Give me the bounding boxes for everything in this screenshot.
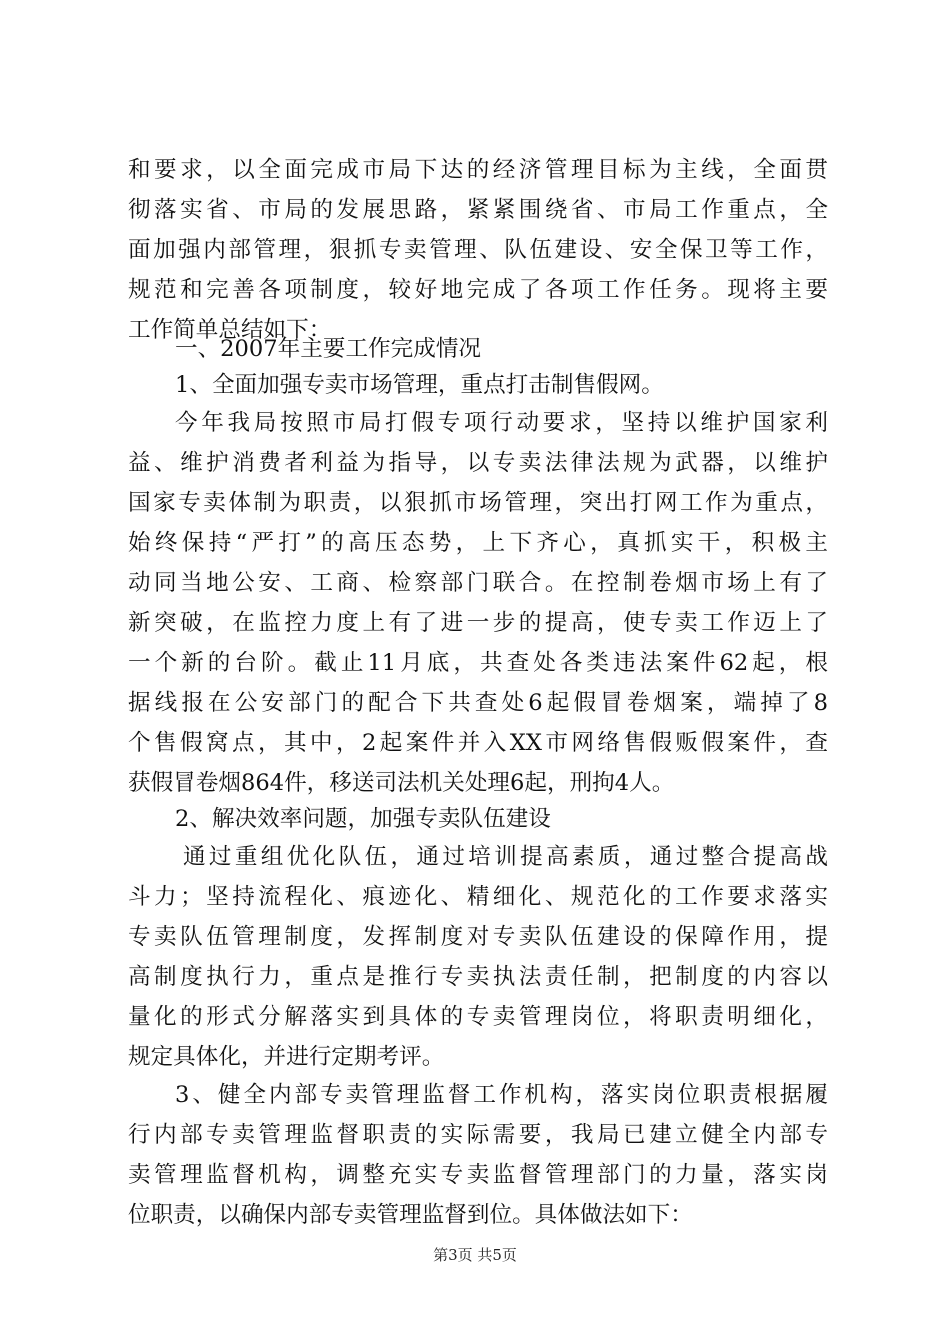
paragraph-line: 和要求，以全面完成市局下达的经济管理目标为主线，全面贯 — [128, 157, 828, 183]
subsection-heading: 1、全面加强专卖市场管理，重点打击制售假网。 — [175, 372, 664, 398]
paragraph-line: 一个新的台阶。截止11月底，共查处各类违法案件62起，根 — [128, 650, 828, 676]
paragraph-line: 动同当地公安、工商、检察部门联合。在控制卷烟市场上有了 — [128, 570, 828, 596]
paragraph-line: 卖管理监督机构，调整充实专卖监督管理部门的力量，落实岗 — [128, 1162, 828, 1188]
paragraph-line: 规范和完善各项制度，较好地完成了各项工作任务。现将主要 — [128, 277, 828, 303]
paragraph-line: 国家专卖体制为职责，以狠抓市场管理，突出打网工作为重点， — [128, 490, 828, 516]
paragraph-line: 专卖队伍管理制度，发挥制度对专卖队伍建设的保障作用，提 — [128, 924, 828, 950]
paragraph-line: 3、健全内部专卖管理监督工作机构，落实岗位职责根据履 — [175, 1082, 828, 1108]
page-footer: 第3页 共5页 — [433, 1246, 517, 1264]
paragraph-line: 个售假窝点，其中，2起案件并入XX市网络售假贩假案件，查 — [128, 730, 828, 756]
paragraph-line: 斗力；坚持流程化、痕迹化、精细化、规范化的工作要求落实 — [128, 884, 828, 910]
paragraph-line: 工作简单总结如下： — [128, 317, 332, 343]
paragraph-line: 规定具体化，并进行定期考评。 — [128, 1044, 445, 1070]
paragraph-line: 今年我局按照市局打假专项行动要求，坚持以维护国家利 — [175, 410, 828, 436]
paragraph-line: 面加强内部管理，狠抓专卖管理、队伍建设、安全保卫等工作， — [128, 237, 828, 263]
paragraph-line: 获假冒卷烟864件，移送司法机关处理6起，刑拘4人。 — [128, 770, 675, 796]
paragraph-line: 高制度执行力，重点是推行专卖执法责任制，把制度的内容以 — [128, 964, 828, 990]
paragraph-line: 位职责，以确保内部专卖管理监督到位。具体做法如下： — [128, 1202, 693, 1228]
paragraph-line: 始终保持“严打”的高压态势，上下齐心，真抓实干，积极主 — [128, 530, 828, 556]
paragraph-line: 通过重组优化队伍，通过培训提高素质，通过整合提高战 — [183, 844, 828, 870]
section-heading: 一、2007年主要工作完成情况 — [175, 336, 482, 362]
paragraph-line: 量化的形式分解落实到具体的专卖管理岗位，将职责明细化， — [128, 1004, 828, 1030]
paragraph-line: 据线报在公安部门的配合下共查处6起假冒卷烟案，端掉了8 — [128, 690, 828, 716]
paragraph-line: 新突破，在监控力度上有了进一步的提高，使专卖工作迈上了 — [128, 610, 828, 636]
paragraph-line: 益、维护消费者利益为指导，以专卖法律法规为武器，以维护 — [128, 450, 828, 476]
paragraph-line: 彻落实省、市局的发展思路，紧紧围绕省、市局工作重点，全 — [128, 197, 828, 223]
subsection-heading: 2、解决效率问题，加强专卖队伍建设 — [175, 806, 551, 832]
paragraph-line: 行内部专卖管理监督职责的实际需要，我局已建立健全内部专 — [128, 1122, 828, 1148]
